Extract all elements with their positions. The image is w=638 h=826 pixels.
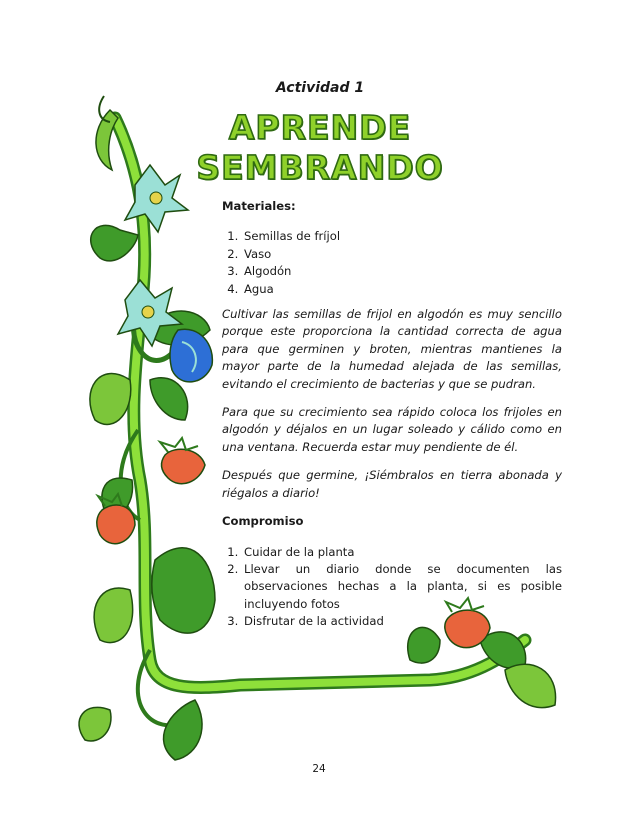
page-title: APRENDE SEMBRANDO [196,108,444,187]
list-item: 3. Algodón [242,263,562,280]
paragraph: Para que su crecimiento sea rápido coloca los frijoles en algodón y déjalos en un lugar soleado y cálido como en una ventana. Recuerda estar muy pendiente de él. [222,405,562,454]
list-item: 2. Llevar un diario donde se documenten las observaciones hechas a la planta, si es posible incluyendo fotos [242,561,562,613]
leaf-icon [152,548,215,633]
list-item: 2. Vaso [242,246,562,263]
materials-list [222,228,562,298]
list-item: 4. Agua [242,281,562,298]
materials-heading: Materiales: [222,199,296,213]
leaf-icon [90,374,131,425]
paragraph: Cultivar las semillas de frijol en algodón es muy sencillo porque este proporciona la cantidad correcta de agua para que germinen y broten, mientras mantienes la mayor parte de la humedad alejada de las semillas, evitando el crecimiento de bacterias y que se pudran. [222,307,562,391]
leaf-icon [94,588,133,643]
leaf-icon [505,664,556,707]
paragraph: Después que germine, ¡Siémbralos en tierra abonada y riégalos a diario! [222,468,562,500]
flower-icon [170,329,212,382]
list-item: 1. Semillas de fríjol [242,228,562,245]
commitment-heading: Compromiso [222,514,304,529]
leaf-icon [79,707,111,741]
strawberry-icon [160,438,205,484]
page-number: 24 [312,763,326,775]
leaf-icon [164,700,203,760]
list-item: 1. Cuidar de la planta [242,544,562,561]
leaf-icon [91,225,138,260]
activity-label: Actividad 1 [275,80,365,96]
list-item: 3. Disfrutar de la actividad [242,613,562,630]
commitment-list [222,544,562,631]
leaf-icon [96,110,118,170]
activity-content [222,198,562,639]
leaf-icon [150,378,188,420]
